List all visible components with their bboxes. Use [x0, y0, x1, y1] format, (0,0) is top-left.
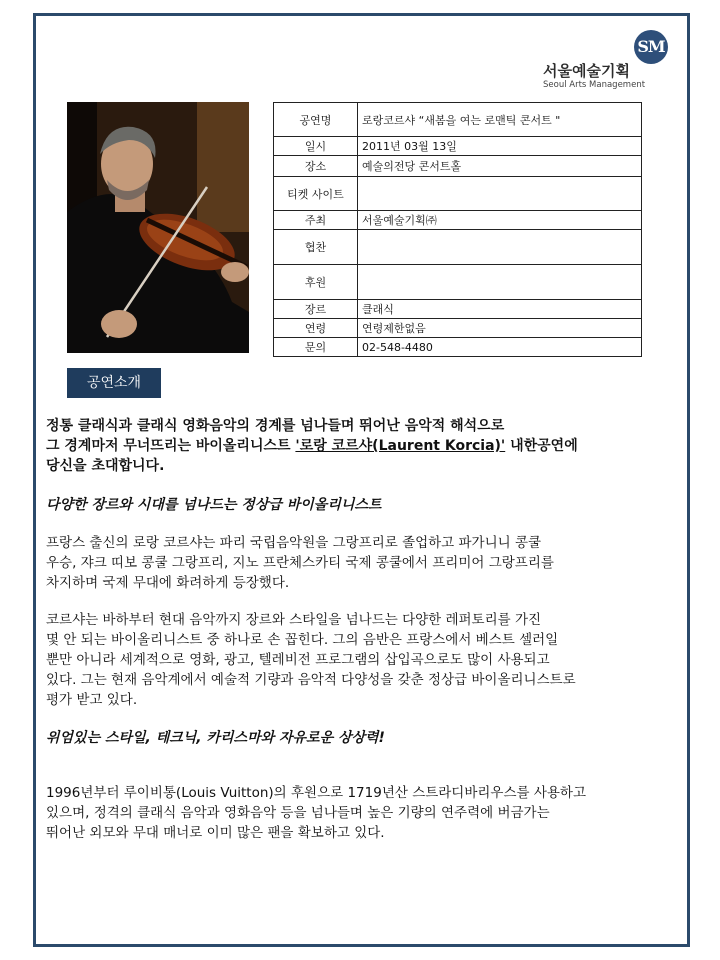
- paragraph-line: 우승, 쟈크 띠보 콩쿨 그랑프리, 지노 프란체스카티 국제 콩쿨에서 프리미어 그랑프리를: [46, 555, 554, 571]
- info-value: 예술의전당 콘서트홀: [358, 156, 642, 177]
- table-row: [274, 300, 642, 319]
- info-value: 02-548-4480: [358, 338, 642, 357]
- subtitle-style: 위엄있는 스타일, 테크닉, 카리스마와 자유로운 상상력!: [46, 730, 385, 746]
- info-value: [358, 265, 642, 300]
- info-label: 주최: [274, 211, 358, 230]
- intro-line-text: 내한공연에: [505, 438, 578, 454]
- paragraph-line: 뛰어난 외모와 무대 매너로 이미 많은 팬을 확보하고 있다.: [46, 825, 385, 841]
- table-row: [274, 103, 642, 137]
- table-row: [274, 177, 642, 211]
- paragraph-line: 차지하며 국제 무대에 화려하게 등장했다.: [46, 575, 290, 591]
- table-row: [274, 156, 642, 177]
- intro-line-text: 그 경계마저 무너뜨리는 바이올리니스트: [46, 438, 296, 454]
- table-row: [274, 319, 642, 338]
- table-row: [274, 211, 642, 230]
- paragraph-repertoire: [46, 610, 576, 710]
- subtitle-genres: 다양한 장르와 시대를 넘나드는 정상급 바이올리니스트: [46, 497, 382, 513]
- info-label: 일시: [274, 137, 358, 156]
- intro-line: [46, 436, 578, 456]
- info-label: 장르: [274, 300, 358, 319]
- paragraph-line: 뿐만 아니라 세계적으로 영화, 광고, 텔레비전 프로그램의 삽입곡으로도 많이 사용되고: [46, 652, 550, 668]
- violinist-photo: [67, 102, 249, 353]
- paragraph-line: 1996년부터 루이비통(Louis Vuitton)의 후원으로 1719년산 스트라디바리우스를 사용하고: [46, 785, 587, 801]
- info-value: 2011년 03월 13일: [358, 137, 642, 156]
- info-value: [358, 177, 642, 211]
- info-label: 문의: [274, 338, 358, 357]
- paragraph-line: 코르샤는 바하부터 현대 음악까지 장르와 스타일을 넘나드는 다양한 레퍼토리를 가진: [46, 612, 542, 628]
- intro-text: [46, 416, 578, 476]
- info-label: 후원: [274, 265, 358, 300]
- logo-name-english: Seoul Arts Management: [543, 80, 646, 90]
- section-badge: 공연소개: [67, 368, 161, 398]
- info-label: 공연명: [274, 103, 358, 137]
- performance-info-table: [273, 102, 642, 357]
- artist-name-highlight: '로랑 코르샤(Laurent Korcia)': [295, 438, 506, 454]
- info-label: 티켓 사이트: [274, 177, 358, 211]
- paragraph-line: 프랑스 출신의 로랑 코르샤는 파리 국립음악원을 그랑프리로 졸업하고 파가니니 콩쿨: [46, 535, 542, 551]
- info-value: 연령제한없음: [358, 319, 642, 338]
- info-label: 협찬: [274, 230, 358, 265]
- intro-line: 당신을 초대합니다.: [46, 458, 165, 474]
- table-row: [274, 338, 642, 357]
- info-value: 로랑코르샤 “새봄을 여는 로맨틱 콘서트 ": [358, 103, 642, 137]
- info-value: [358, 230, 642, 265]
- table-row: [274, 230, 642, 265]
- info-label: 장소: [274, 156, 358, 177]
- sm-logo-mark: SM: [634, 30, 668, 64]
- paragraph-line: 평가 받고 있다.: [46, 692, 138, 708]
- info-label: 연령: [274, 319, 358, 338]
- paragraph-line: 있으며, 정격의 클래식 음악과 영화음악 등을 넘나들며 높은 기량의 연주력에 버금가는: [46, 805, 550, 821]
- paragraph-line: 있다. 그는 현재 음악계에서 예술적 기량과 음악적 다양성을 갖춘 정상급 바이올리니스트로: [46, 672, 576, 688]
- logo-name-korean: 서울예술기획: [543, 62, 630, 80]
- paragraph-biography: [46, 533, 554, 593]
- paragraph-sponsorship: [46, 783, 586, 843]
- info-value: 클래식: [358, 300, 642, 319]
- table-row: [274, 265, 642, 300]
- table-row: [274, 137, 642, 156]
- paragraph-line: 몇 안 되는 바이올리니스트 중 하나로 손 꼽힌다. 그의 음반은 프랑스에서 베스트 셀러일: [46, 632, 559, 648]
- intro-line: 정통 클래식과 클래식 영화음악의 경계를 넘나들며 뛰어난 음악적 해석으로: [46, 418, 505, 434]
- info-value: 서울예술기획㈜: [358, 211, 642, 230]
- company-logo: [540, 30, 670, 92]
